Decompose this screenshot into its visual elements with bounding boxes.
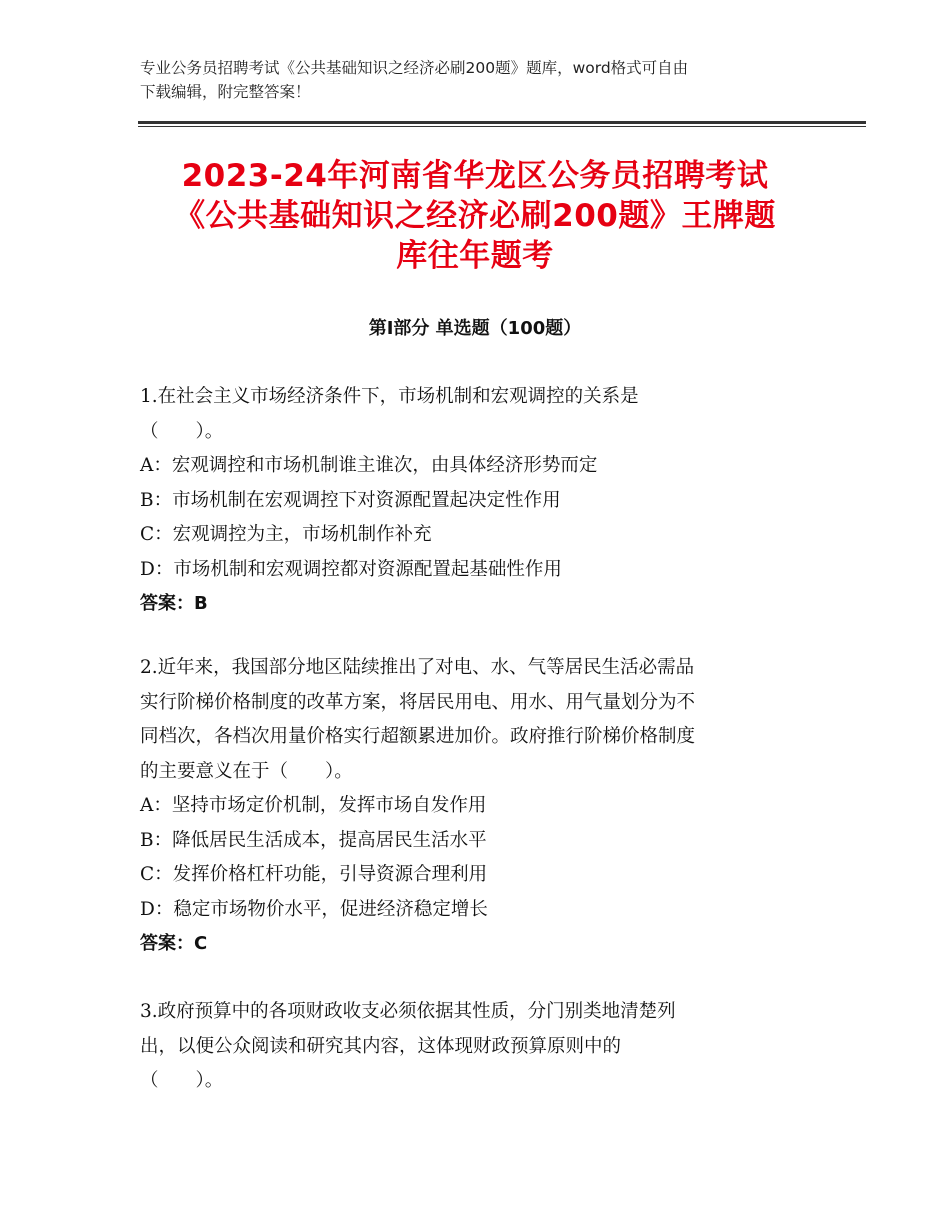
question-1-option-d: D：市场机制和宏观调控都对资源配置起基础性作用: [140, 558, 562, 580]
question-3: [140, 995, 800, 1099]
question-2-answer: 答案：C: [140, 933, 208, 954]
question-1-option-b: B：市场机制在宏观调控下对资源配置起决定性作用: [140, 489, 561, 511]
question-1-stem-line: （ ）。: [140, 420, 224, 442]
title-line-2: 《公共基础知识之经济必刷200题》王牌题: [174, 198, 776, 234]
question-2-stem-line: 同档次，各档次用量价格实行超额累进加价。政府推行阶梯价格制度: [140, 726, 696, 747]
question-3-stem-line: （ ）。: [140, 1070, 224, 1091]
title-line-3: 库往年题考: [396, 238, 554, 274]
question-3-stem-line: 出，以便公众阅读和研究其内容，这体现财政预算原则中的: [140, 1035, 622, 1057]
question-2-option-a: A：坚持市场定价机制，发挥市场自发作用: [140, 795, 487, 816]
question-1-answer: 答案：B: [140, 593, 208, 614]
question-1: [140, 380, 800, 622]
header-rule-thin: [138, 126, 866, 127]
question-2-stem-line: 实行阶梯价格制度的改革方案，将居民用电、用水、用气量划分为不: [140, 691, 696, 713]
header-note-line-2: 下载编辑，附完整答案！: [140, 83, 311, 101]
question-1-stem-line: 1.在社会主义市场经济条件下，市场机制和宏观调控的关系是: [140, 386, 639, 407]
header-note: [140, 56, 820, 104]
question-1-option-a: A：宏观调控和市场机制谁主谁次，由具体经济形势而定: [140, 455, 598, 476]
question-1-option-c: C：宏观调控为主，市场机制作补充: [140, 524, 432, 545]
question-2: [140, 651, 800, 962]
question-2-option-d: D：稳定市场物价水平，促进经济稳定增长: [140, 898, 488, 920]
question-2-stem-line: 2.近年来，我国部分地区陆续推出了对电、水、气等居民生活必需品: [140, 657, 695, 678]
question-2-stem-line: 的主要意义在于（ ）。: [140, 760, 353, 782]
header-rule-thick: [138, 121, 866, 124]
question-2-option-b: B：降低居民生活成本，提高居民生活水平: [140, 829, 487, 851]
question-2-option-c: C：发挥价格杠杆功能，引导资源合理利用: [140, 864, 488, 885]
document-title: [140, 156, 810, 276]
header-note-line-1: 专业公务员招聘考试《公共基础知识之经济必刷200题》题库，word格式可自由: [140, 59, 689, 77]
question-3-stem-line: 3.政府预算中的各项财政收支必须依据其性质，分门别类地清楚列: [140, 1001, 676, 1022]
title-line-1: 2023-24年河南省华龙区公务员招聘考试: [181, 158, 769, 194]
section-heading: 第Ⅰ部分 单选题（100题）: [368, 318, 582, 339]
